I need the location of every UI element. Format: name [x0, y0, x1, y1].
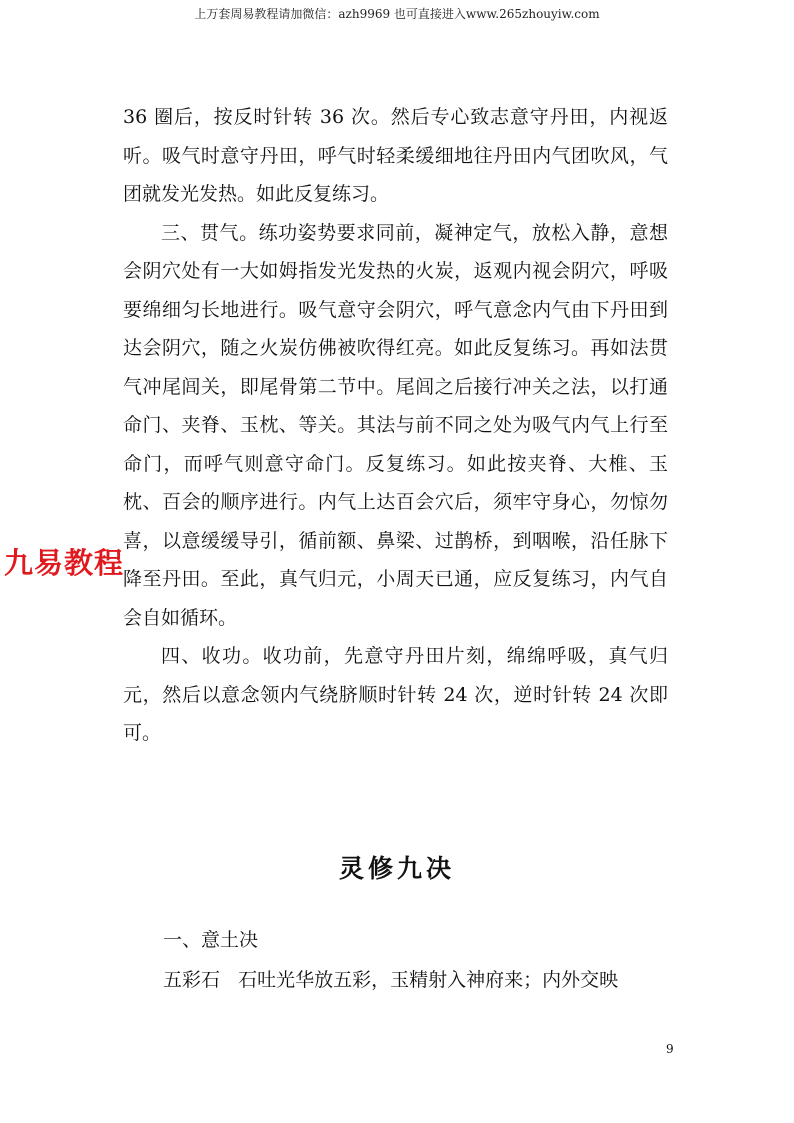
watermark-logo: 九易教程 [4, 546, 125, 580]
paragraph-1: 36 圈后，按反时针转 36 次。然后专心致志意守丹田，内视返听。吸气时意守丹田，呼气时轻柔缓细地往丹田内气团吹风，气团就发光发热。如此反复练习。 [123, 106, 668, 205]
sub-heading: 一、意土决 [163, 929, 259, 951]
paragraph-3: 四、收功。收功前，先意守丹田片刻，绵绵呼吸，真气归元，然后以意念领内气绕脐顺时针转 24 次，逆时针转 24 次即可。 [123, 645, 668, 744]
page-header: 上万套周易教程请加微信：azh9969 也可直接进入www.265zhouyiw.com [194, 7, 600, 21]
paragraph-2: 三、贯气。练功姿势要求同前，凝神定气，放松入静，意想会阴穴处有一大如姆指发光发热的火炭，返观内视会阴穴，呼吸要绵细匀长地进行。吸气意守会阴穴，呼气意念内气由下丹田到达会阴穴，随之火炭仿佛被吹得红亮。如此反复练习。再如法贯气冲尾闾关，即尾骨第二节中。尾闾之后接行冲关之法，以打通命门、夹脊、玉枕、等关。其法与前不同之处为吸气内气上行至命门，而呼气则意守命门。反复练习。如此按夹脊、大椎、玉枕、百会的顺序进行。内气上达百会穴后，须牢守身心，勿惊勿喜，以意缓缓导引，循前额、鼻梁、过鹊桥，到咽喉，沿任脉下降至丹田。至此，真气归元，小周天已通，应反复练习，内气自会自如循环。 [123, 221, 668, 629]
section-title: 灵修九决 [338, 854, 455, 883]
paragraph-last-line: 五彩石 石吐光华放五彩，玉精射入神府来；内外交映 [163, 969, 619, 991]
body-text [123, 98, 668, 753]
page-number: 9 [666, 1042, 674, 1056]
